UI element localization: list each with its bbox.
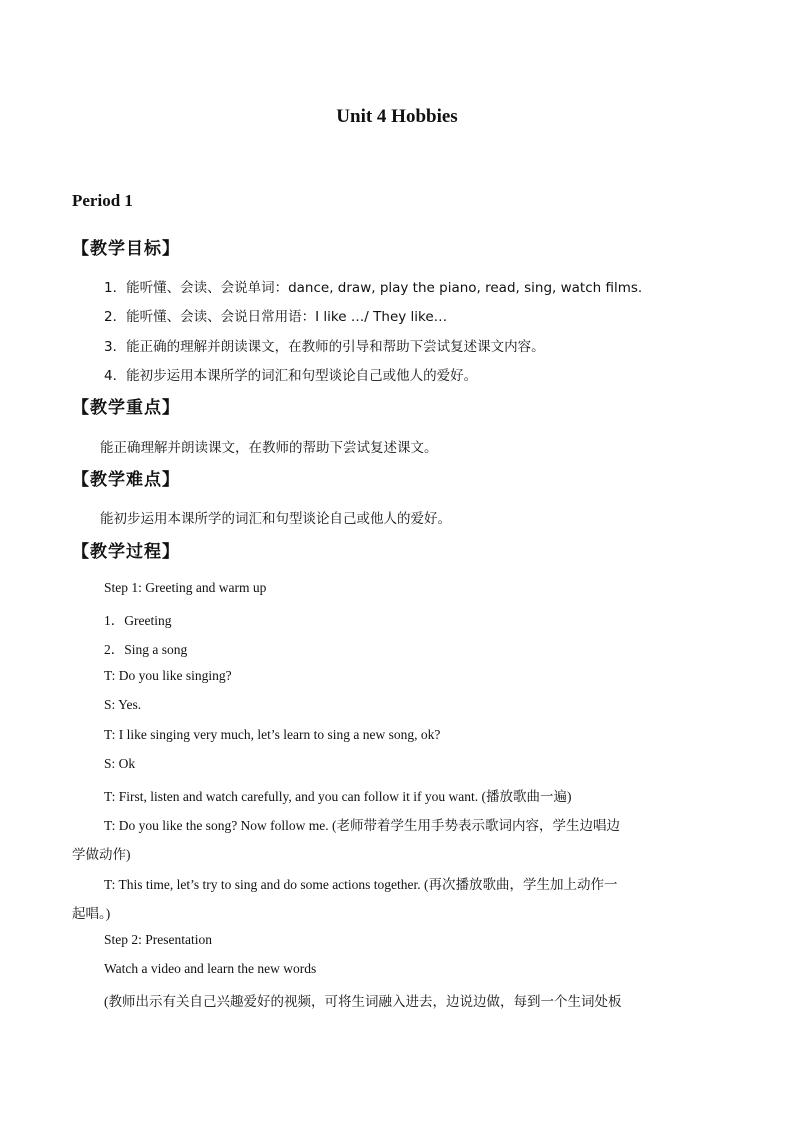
process-line: 学做动作) [72, 847, 131, 862]
process-line: S: Yes. [104, 697, 142, 712]
process-line: T: Do you like the song? Now follow me. (老师带着学生用手势表示歌词内容，学生边唱边 [104, 818, 621, 833]
document-title: Unit 4 Hobbies [336, 106, 458, 127]
difficulties-text: 能初步运用本课所学的词汇和句型谈论自己或他人的爱好。 [100, 511, 451, 527]
goal-item: 1．能听懂、会读、会说单词：dance, draw, play the piano, read, sing, watch films. [104, 280, 643, 296]
key-points-heading: 【教学重点】 [72, 398, 180, 418]
process-line: Watch a video and learn the new words [104, 961, 317, 976]
difficulties-heading: 【教学难点】 [72, 470, 180, 490]
goal-item: 2．能听懂、会读、会说日常用语：I like …/ They like… [104, 309, 448, 325]
process-line: 起唱。) [72, 906, 111, 921]
process-line: Step 2: Presentation [104, 932, 212, 947]
process-line: Step 1: Greeting and warm up [104, 580, 267, 595]
process-line: 2．Sing a song [104, 642, 188, 657]
process-line: T: I like singing very much, let’s learn to sing a new song, ok? [104, 727, 441, 742]
process-line: (教师出示有关自己兴趣爱好的视频，可将生词融入进去，边说边做，每到一个生词处板 [104, 994, 622, 1009]
key-points-text: 能正确理解并朗读课文，在教师的帮助下尝试复述课文。 [100, 440, 438, 456]
goal-item: 4．能初步运用本课所学的词汇和句型谈论自己或他人的爱好。 [104, 368, 478, 384]
goals-heading: 【教学目标】 [72, 239, 180, 259]
goal-item: 3．能正确的理解并朗读课文，在教师的引导和帮助下尝试复述课文内容。 [104, 339, 545, 355]
process-heading: 【教学过程】 [72, 542, 180, 562]
period-label: Period 1 [72, 191, 133, 210]
process-line: T: This time, let’s try to sing and do some actions together. (再次播放歌曲，学生加上动作一 [104, 877, 618, 892]
process-line: S: Ok [104, 756, 136, 771]
process-line: T: Do you like singing? [104, 668, 232, 683]
process-line: T: First, listen and watch carefully, and you can follow it if you want. (播放歌曲一遍) [104, 789, 572, 804]
process-line: 1．Greeting [104, 613, 172, 628]
